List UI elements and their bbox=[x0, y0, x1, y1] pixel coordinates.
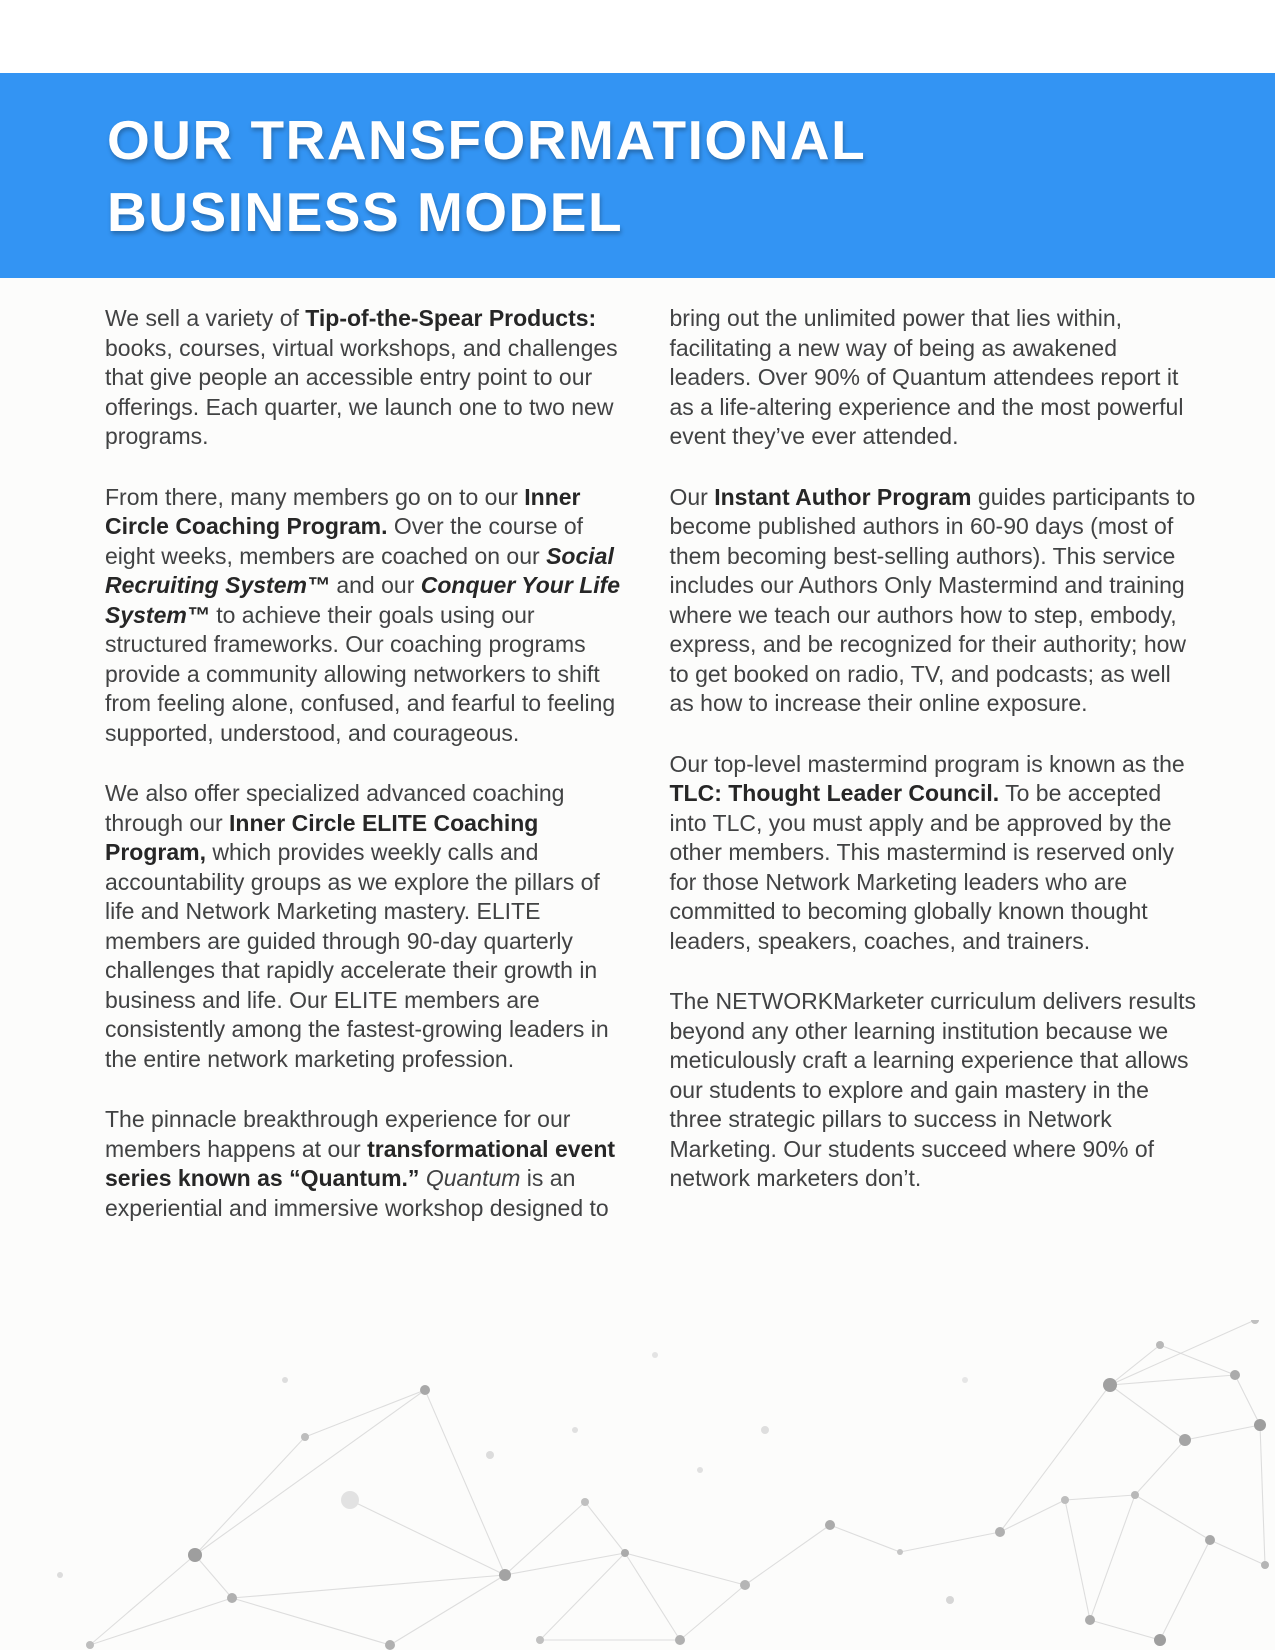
paragraph-right-2: Our Instant Author Program guides participants to become published authors in 60-90 days (most of them becoming best-selling authors). This service includes our Authors Only Mastermind and training where we teach our authors how to step, embody, express, and be recognized for their authority; how to get booked on radio, TV, and podcasts; as well as how to increase their online exposure. bbox=[669, 483, 1196, 716]
content-columns bbox=[0, 278, 1275, 1254]
paragraph-right-3: Our top-level mastermind program is known as the TLC: Thought Leader Council. To be accepted into TLC, you must apply and be approved by the other members. This mastermind is reserved only for those Network Marketing leaders who are committed to becoming globally known thought leaders, speakers, coaches, and trainers. bbox=[669, 750, 1185, 954]
paragraph-left-3: We also offer specialized advanced coaching through our Inner Circle ELITE Coaching Program, which provides weekly calls and accountability groups as we explore the pillars of life and Network Marketing mastery. ELITE members are guided through 90-day quarterly challenges that rapidly accelerate their growth in business and life. Our ELITE members are consistently among the fastest-growing leaders in the entire network marketing profession. bbox=[105, 780, 609, 1072]
paragraph-left-4: The pinnacle breakthrough experience for our members happens at our transformational event series known as “Quantum.” Quantum is an experiential and immersive workshop designed to bbox=[105, 1106, 616, 1221]
page-title-line-2: BUSINESS MODEL bbox=[107, 180, 624, 243]
column-right bbox=[670, 304, 1201, 1254]
paragraph-right-4: The NETWORKMarketer curriculum delivers results beyond any other learning institution because we meticulously craft a learning experience that allows our students to explore and gain mastery in the three strategic pillars to success in Network Marketing. Our students succeed where 90% of network marketers don’t. bbox=[669, 988, 1197, 1191]
page-title-line-1: OUR TRANSFORMATIONAL bbox=[107, 108, 867, 171]
header-banner bbox=[0, 73, 1275, 278]
paragraph-right-1: bring out the unlimited power that lies within, facilitating a new way of being as awakened leaders. Over 90% of Quantum attendees report it as a life-altering experience and the most powerful event they’ve ever attended. bbox=[669, 305, 1184, 449]
column-left bbox=[105, 304, 636, 1254]
paragraph-left-2: From there, many members go on to our Inner Circle Coaching Program. Over the course of eight weeks, members are coached on our Social Recruiting System™ and our Conquer Your Life System™ to achieve their goals using our structured frameworks. Our coaching programs provide a community allowing networkers to shift from feeling alone, confused, and fearful to feeling supported, understood, and courageous. bbox=[105, 483, 621, 746]
paragraph-left-1: We sell a variety of Tip-of-the-Spear Products: books, courses, virtual workshops, and challenges that give people an accessible entry point to our offerings. Each quarter, we launch one to two new programs. bbox=[105, 305, 618, 449]
network-constellation-graphic bbox=[0, 1320, 1275, 1650]
top-margin-strip bbox=[0, 0, 1275, 73]
